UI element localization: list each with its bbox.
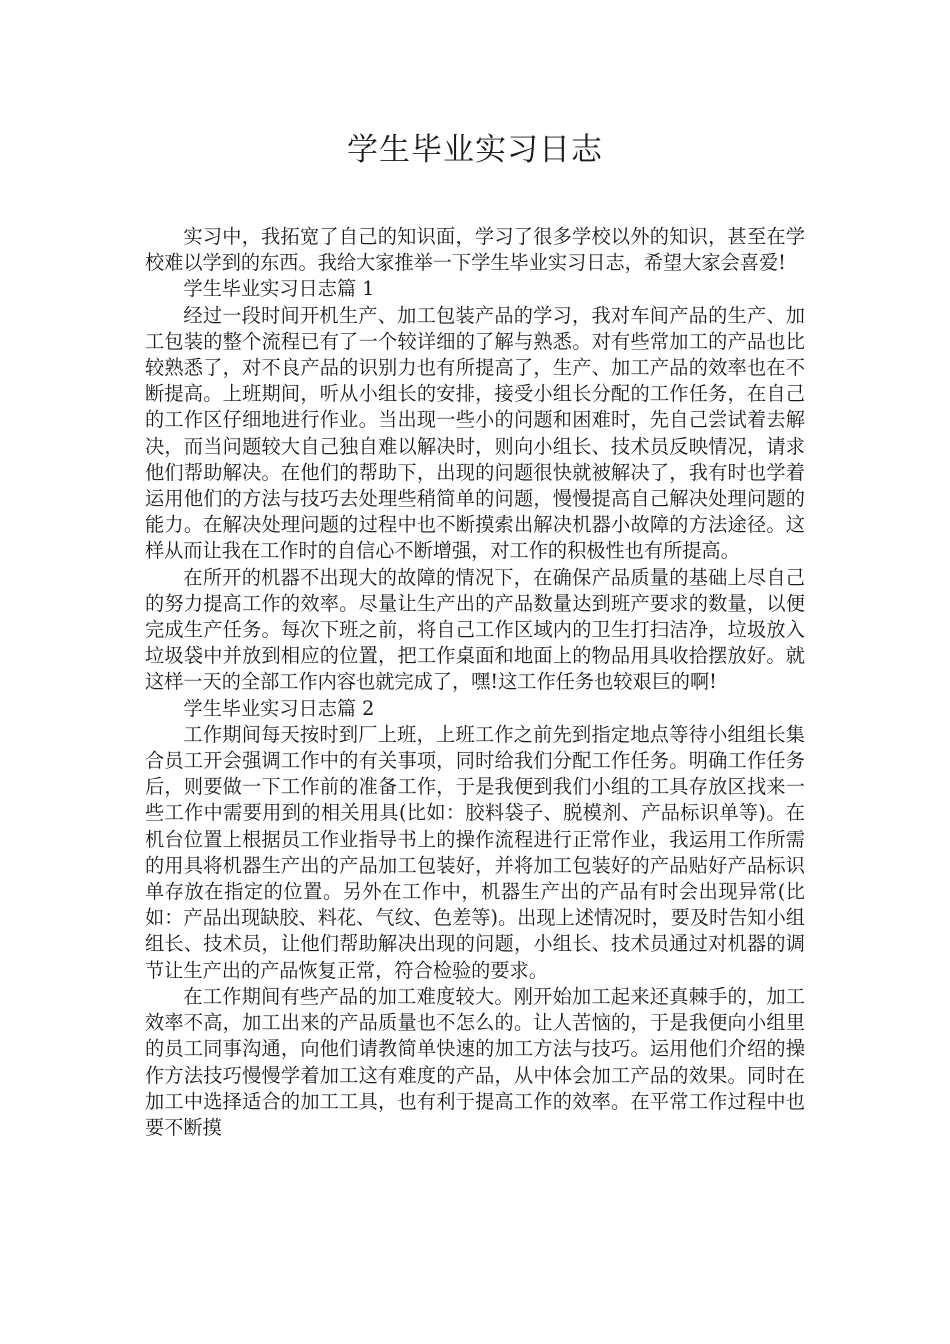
section-1-paragraph-1: 经过一段时间开机生产、加工包装产品的学习，我对车间产品的生产、加工包装的整个流程已有了一个较详细的了解与熟悉。对有些常加工的产品也比较熟悉了，对不良产品的识别力也有所提高了，生产、加工产品的效率也在不断提高。上班期间，听从小组长的安排，接受小组长分配的工作任务，在自己的工作区仔细地进行作业。当出现一些小的问题和困难时，先自己尝试着去解决，而当问题较大自己独自难以解决时，则向小组长、技术员反映情况，请求他们帮助解决。在他们的帮助下，出现的问题很快就被解决了，我有时也学着运用他们的方法与技巧去处理些稍简单的问题，慢慢提高自己解决处理问题的能力。在解决处理问题的过程中也不断摸索出解决机器小故障的方法途径。这样从而让我在工作时的自信心不断增强，对工作的积极性也有所提高。	[145, 303, 805, 563]
document-title: 学生毕业实习日志	[347, 132, 603, 168]
section-1	[145, 276, 805, 695]
intro-paragraph: 实习中，我拓宽了自己的知识面，学习了很多学校以外的知识，甚至在学校难以学到的东西。我给大家推举一下学生毕业实习日志，希望大家会喜爱!	[145, 225, 805, 275]
section-2	[145, 696, 805, 1141]
section-1-heading: 学生毕业实习日志篇 1	[183, 277, 375, 301]
document-page	[145, 120, 805, 1141]
section-1-paragraph-2: 在所开的机器不出现大的故障的情况下，在确保产品质量的基础上尽自己的努力提高工作的效率。尽量让生产出的产品数量达到班产要求的数量，以便完成生产任务。每次下班之前，将自己工作区域内的卫生打扫洁净，垃圾放入垃圾袋中并放到相应的位置，把工作桌面和地面上的物品用具收拾摆放好。就这样一天的全部工作内容也就完成了，嘿!这工作任务也较艰巨的啊!	[145, 565, 805, 694]
section-2-heading: 学生毕业实习日志篇 2	[183, 696, 375, 720]
section-2-paragraph-2: 在工作期间有些产品的加工难度较大。刚开始加工起来还真棘手的，加工效率不高，加工出来的产品质量也不怎么的。让人苦恼的，于是我便向小组里的员工同事沟通，向他们请教简单快速的加工方法与技巧。运用他们介绍的操作方法技巧慢慢学着加工这有难度的产品，从中体会加工产品的效果。同时在加工中选择适合的加工工具，也有利于提高工作的效率。在平常工作过程中也要不断摸	[145, 984, 805, 1139]
section-2-paragraph-1: 工作期间每天按时到厂上班，上班工作之前先到指定地点等待小组组长集合员工开会强调工作中的有关事项，同时给我们分配工作任务。明确工作任务后，则要做一下工作前的准备工作，于是我便到我们小组的工具存放区找来一些工作中需要用到的相关用具(比如：胶料袋子、脱模剂、产品标识单等)。在机台位置上根据员工作业指导书上的操作流程进行正常作业，我运用工作所需的用具将机器生产出的产品加工包装好，并将加工包装好的产品贴好产品标识单存放在指定的位置。另外在工作中，机器生产出的产品有时会出现异常(比如：产品出现缺胶、料花、气纹、色差等)。出现上述情况时，要及时告知小组组长、技术员，让他们帮助解决出现的问题，小组长、技术员通过对机器的调节让生产出的产品恢复正常，符合检验的要求。	[145, 722, 805, 982]
